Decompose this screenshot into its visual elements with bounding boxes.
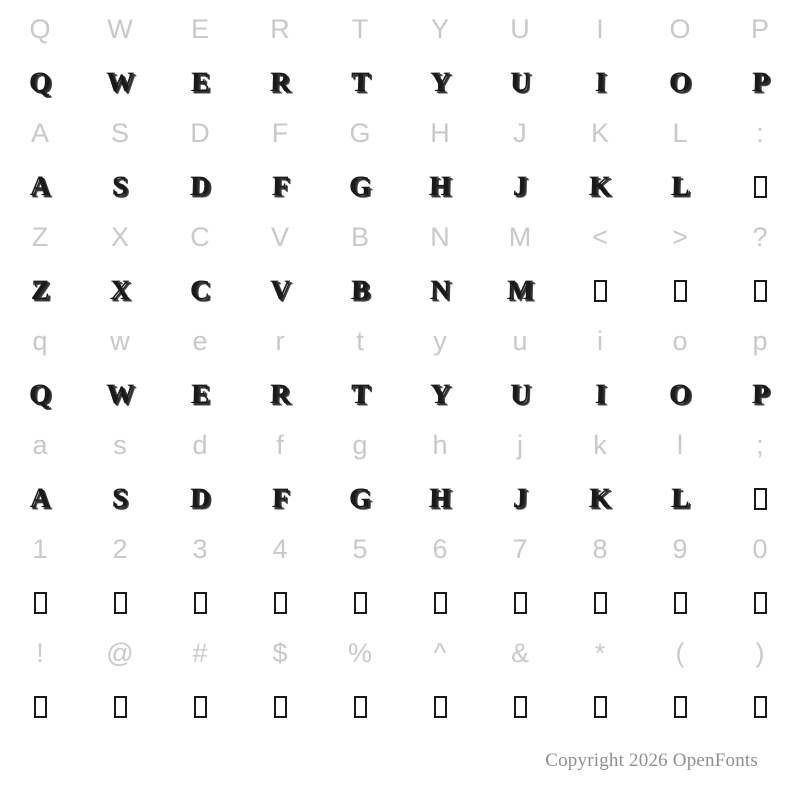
glyph-sample-row bbox=[0, 266, 800, 318]
notdef-glyph bbox=[720, 162, 800, 214]
glyph-sample bbox=[480, 58, 560, 110]
glyph-sample bbox=[720, 370, 800, 422]
notdef-glyph bbox=[480, 578, 560, 630]
character-key-row bbox=[0, 422, 800, 474]
character-key: l bbox=[677, 430, 683, 460]
character-key: u bbox=[512, 326, 528, 356]
glyph-sample bbox=[320, 266, 400, 318]
copyright-notice: Copyright 2026 OpenFonts bbox=[545, 750, 758, 771]
glyph-char: F bbox=[271, 483, 289, 514]
glyph-sample bbox=[560, 58, 640, 110]
glyph-char: L bbox=[670, 483, 690, 514]
glyph-char: D bbox=[189, 483, 211, 514]
notdef-glyph bbox=[160, 682, 240, 734]
character-key-row bbox=[0, 318, 800, 370]
character-key: Q bbox=[29, 14, 51, 44]
glyph-sample bbox=[240, 58, 320, 110]
character-key-row bbox=[0, 214, 800, 266]
character-key: ) bbox=[755, 638, 765, 668]
notdef-box-icon bbox=[674, 280, 687, 302]
notdef-box-icon bbox=[354, 696, 367, 718]
character-key: @ bbox=[106, 638, 134, 668]
character-key: O bbox=[669, 14, 691, 44]
character-key: 2 bbox=[112, 534, 128, 564]
glyph-sample bbox=[400, 58, 480, 110]
glyph-sample-row bbox=[0, 370, 800, 422]
glyph-char: C bbox=[189, 275, 211, 306]
glyph-sample bbox=[560, 370, 640, 422]
glyph-sample bbox=[640, 58, 720, 110]
glyph-char: R bbox=[269, 379, 291, 410]
glyph-char: U bbox=[509, 379, 531, 410]
character-key: 9 bbox=[672, 534, 688, 564]
character-key: 8 bbox=[592, 534, 608, 564]
notdef-glyph bbox=[720, 474, 800, 526]
glyph-sample bbox=[400, 162, 480, 214]
character-key: W bbox=[107, 14, 133, 44]
character-key: g bbox=[352, 430, 368, 460]
notdef-glyph bbox=[560, 578, 640, 630]
notdef-glyph bbox=[80, 578, 160, 630]
notdef-box-icon bbox=[754, 592, 767, 614]
glyph-char: Q bbox=[28, 67, 52, 98]
character-key: # bbox=[192, 638, 208, 668]
glyph-sample bbox=[0, 162, 80, 214]
character-key: J bbox=[513, 118, 527, 148]
glyph-sample bbox=[480, 162, 560, 214]
glyph-sample bbox=[160, 370, 240, 422]
glyph-sample bbox=[480, 266, 560, 318]
character-key: < bbox=[592, 222, 608, 252]
notdef-box-icon bbox=[274, 592, 287, 614]
glyph-sample bbox=[400, 370, 480, 422]
character-key: > bbox=[672, 222, 688, 252]
character-key: K bbox=[590, 118, 609, 148]
glyph-sample bbox=[320, 162, 400, 214]
character-key-row bbox=[0, 6, 800, 58]
notdef-box-icon bbox=[34, 696, 47, 718]
character-key: p bbox=[752, 326, 768, 356]
notdef-box-icon bbox=[194, 696, 207, 718]
glyph-char: J bbox=[512, 483, 528, 514]
glyph-char: T bbox=[350, 67, 370, 98]
notdef-glyph bbox=[80, 682, 160, 734]
notdef-box-icon bbox=[514, 592, 527, 614]
character-key: k bbox=[593, 430, 607, 460]
glyph-sample bbox=[320, 370, 400, 422]
glyph-sample bbox=[80, 370, 160, 422]
character-key-row bbox=[0, 526, 800, 578]
notdef-glyph bbox=[640, 578, 720, 630]
glyph-char: P bbox=[751, 379, 769, 410]
character-key: L bbox=[672, 118, 688, 148]
glyph-sample-row bbox=[0, 578, 800, 630]
character-key: 6 bbox=[432, 534, 448, 564]
glyph-sample bbox=[0, 58, 80, 110]
glyph-sample bbox=[640, 162, 720, 214]
notdef-box-icon bbox=[674, 592, 687, 614]
notdef-glyph bbox=[320, 578, 400, 630]
notdef-glyph bbox=[720, 578, 800, 630]
character-key: R bbox=[270, 14, 290, 44]
glyph-char: A bbox=[29, 483, 51, 514]
notdef-glyph bbox=[720, 266, 800, 318]
character-key: S bbox=[110, 118, 129, 148]
notdef-box-icon bbox=[674, 696, 687, 718]
glyph-char: S bbox=[112, 483, 128, 514]
glyph-char: L bbox=[670, 171, 690, 202]
character-key: h bbox=[432, 430, 448, 460]
glyph-sample-row bbox=[0, 682, 800, 734]
character-key: : bbox=[756, 118, 764, 148]
character-key: Y bbox=[430, 14, 449, 44]
notdef-box-icon bbox=[594, 280, 607, 302]
glyph-char: Q bbox=[28, 379, 52, 410]
glyph-char: F bbox=[271, 171, 289, 202]
character-key: & bbox=[510, 638, 529, 668]
glyph-sample bbox=[160, 266, 240, 318]
notdef-box-icon bbox=[754, 280, 767, 302]
character-key: V bbox=[270, 222, 289, 252]
glyph-sample-row bbox=[0, 58, 800, 110]
character-key: y bbox=[433, 326, 447, 356]
character-key: o bbox=[672, 326, 688, 356]
notdef-glyph bbox=[640, 266, 720, 318]
glyph-sample bbox=[160, 162, 240, 214]
glyph-char: O bbox=[668, 379, 692, 410]
glyph-char: M bbox=[506, 275, 534, 306]
glyph-sample bbox=[400, 266, 480, 318]
character-key: X bbox=[110, 222, 129, 252]
character-key: 1 bbox=[32, 534, 48, 564]
glyph-char: B bbox=[350, 275, 370, 306]
glyph-char: Y bbox=[429, 67, 451, 98]
character-key: Z bbox=[31, 222, 49, 252]
glyph-sample bbox=[640, 474, 720, 526]
glyph-sample bbox=[160, 474, 240, 526]
character-key: s bbox=[113, 430, 127, 460]
character-key: t bbox=[356, 326, 364, 356]
character-key: I bbox=[596, 14, 604, 44]
notdef-glyph bbox=[240, 682, 320, 734]
character-key: d bbox=[192, 430, 208, 460]
glyph-char: Z bbox=[30, 275, 50, 306]
character-key: C bbox=[190, 222, 210, 252]
glyph-sample bbox=[0, 370, 80, 422]
glyph-char: U bbox=[509, 67, 531, 98]
notdef-box-icon bbox=[114, 592, 127, 614]
character-key: j bbox=[517, 430, 523, 460]
character-key: H bbox=[430, 118, 450, 148]
glyph-sample bbox=[720, 58, 800, 110]
glyph-sample bbox=[400, 474, 480, 526]
character-key: ; bbox=[756, 430, 764, 460]
glyph-char: E bbox=[190, 379, 210, 410]
glyph-sample bbox=[80, 162, 160, 214]
glyph-sample bbox=[0, 474, 80, 526]
notdef-box-icon bbox=[514, 696, 527, 718]
character-key: w bbox=[110, 326, 130, 356]
glyph-sample bbox=[480, 370, 560, 422]
glyph-char: K bbox=[588, 171, 612, 202]
glyph-sample bbox=[640, 370, 720, 422]
notdef-box-icon bbox=[754, 488, 767, 510]
character-key: a bbox=[32, 430, 48, 460]
character-key: 3 bbox=[192, 534, 208, 564]
character-key: % bbox=[347, 638, 372, 668]
glyph-sample bbox=[80, 266, 160, 318]
glyph-char: I bbox=[594, 67, 606, 98]
notdef-box-icon bbox=[594, 592, 607, 614]
glyph-char: O bbox=[668, 67, 692, 98]
glyph-char: H bbox=[428, 483, 452, 514]
character-key: A bbox=[30, 118, 49, 148]
notdef-glyph bbox=[0, 682, 80, 734]
glyph-sample bbox=[240, 370, 320, 422]
character-key: r bbox=[275, 326, 285, 356]
glyph-char: W bbox=[105, 379, 135, 410]
character-key-row bbox=[0, 630, 800, 682]
glyph-sample bbox=[240, 162, 320, 214]
character-key: ^ bbox=[433, 638, 447, 668]
glyph-char: P bbox=[751, 67, 769, 98]
glyph-sample bbox=[560, 162, 640, 214]
character-key: * bbox=[594, 638, 606, 668]
glyph-char: J bbox=[512, 171, 528, 202]
notdef-box-icon bbox=[594, 696, 607, 718]
notdef-glyph bbox=[480, 682, 560, 734]
character-key: i bbox=[597, 326, 603, 356]
character-key: U bbox=[510, 14, 530, 44]
notdef-box-icon bbox=[34, 592, 47, 614]
notdef-box-icon bbox=[194, 592, 207, 614]
glyph-char: S bbox=[112, 171, 128, 202]
character-key: 5 bbox=[352, 534, 368, 564]
notdef-glyph bbox=[320, 682, 400, 734]
glyph-char: D bbox=[189, 171, 211, 202]
character-key: G bbox=[349, 118, 371, 148]
character-key: f bbox=[276, 430, 284, 460]
glyph-sample bbox=[160, 58, 240, 110]
glyph-char: E bbox=[190, 67, 210, 98]
notdef-box-icon bbox=[434, 696, 447, 718]
glyph-sample bbox=[240, 474, 320, 526]
notdef-box-icon bbox=[754, 696, 767, 718]
notdef-glyph bbox=[0, 578, 80, 630]
character-key: 4 bbox=[272, 534, 288, 564]
glyph-char: I bbox=[594, 379, 606, 410]
character-key: q bbox=[32, 326, 48, 356]
glyph-sample bbox=[0, 266, 80, 318]
notdef-glyph bbox=[160, 578, 240, 630]
character-key: ! bbox=[36, 638, 44, 668]
glyph-char: T bbox=[350, 379, 370, 410]
glyph-char: Y bbox=[429, 379, 451, 410]
glyph-sample bbox=[80, 58, 160, 110]
notdef-glyph bbox=[560, 682, 640, 734]
notdef-glyph bbox=[640, 682, 720, 734]
glyph-sample-row bbox=[0, 162, 800, 214]
glyph-char: N bbox=[429, 275, 451, 306]
notdef-glyph bbox=[720, 682, 800, 734]
notdef-box-icon bbox=[274, 696, 287, 718]
character-key: E bbox=[190, 14, 209, 44]
character-key: P bbox=[750, 14, 769, 44]
character-key: e bbox=[192, 326, 208, 356]
glyph-sample bbox=[240, 266, 320, 318]
character-key: F bbox=[271, 118, 289, 148]
glyph-sample bbox=[80, 474, 160, 526]
notdef-box-icon bbox=[754, 176, 767, 198]
character-key: ( bbox=[675, 638, 685, 668]
glyph-char: K bbox=[588, 483, 612, 514]
character-key: 0 bbox=[752, 534, 768, 564]
glyph-char: G bbox=[348, 483, 372, 514]
glyph-char: V bbox=[269, 275, 291, 306]
glyph-char: A bbox=[29, 171, 51, 202]
character-key: T bbox=[351, 14, 369, 44]
glyph-sample bbox=[480, 474, 560, 526]
character-key: B bbox=[350, 222, 369, 252]
glyph-sample bbox=[320, 474, 400, 526]
character-key: $ bbox=[272, 638, 288, 668]
glyph-char: W bbox=[105, 67, 135, 98]
character-key: ? bbox=[752, 222, 768, 252]
character-key: M bbox=[508, 222, 532, 252]
glyph-char: H bbox=[428, 171, 452, 202]
glyph-sample bbox=[560, 474, 640, 526]
glyph-char: R bbox=[269, 67, 291, 98]
glyph-sample-row bbox=[0, 474, 800, 526]
notdef-glyph bbox=[400, 578, 480, 630]
character-key: 7 bbox=[512, 534, 528, 564]
glyph-sample bbox=[320, 58, 400, 110]
notdef-glyph bbox=[400, 682, 480, 734]
character-key: D bbox=[190, 118, 210, 148]
glyph-char: X bbox=[109, 275, 131, 306]
notdef-box-icon bbox=[114, 696, 127, 718]
notdef-box-icon bbox=[434, 592, 447, 614]
glyph-char: G bbox=[348, 171, 372, 202]
character-key: N bbox=[430, 222, 450, 252]
notdef-glyph bbox=[560, 266, 640, 318]
notdef-box-icon bbox=[354, 592, 367, 614]
notdef-glyph bbox=[240, 578, 320, 630]
character-key-row bbox=[0, 110, 800, 162]
